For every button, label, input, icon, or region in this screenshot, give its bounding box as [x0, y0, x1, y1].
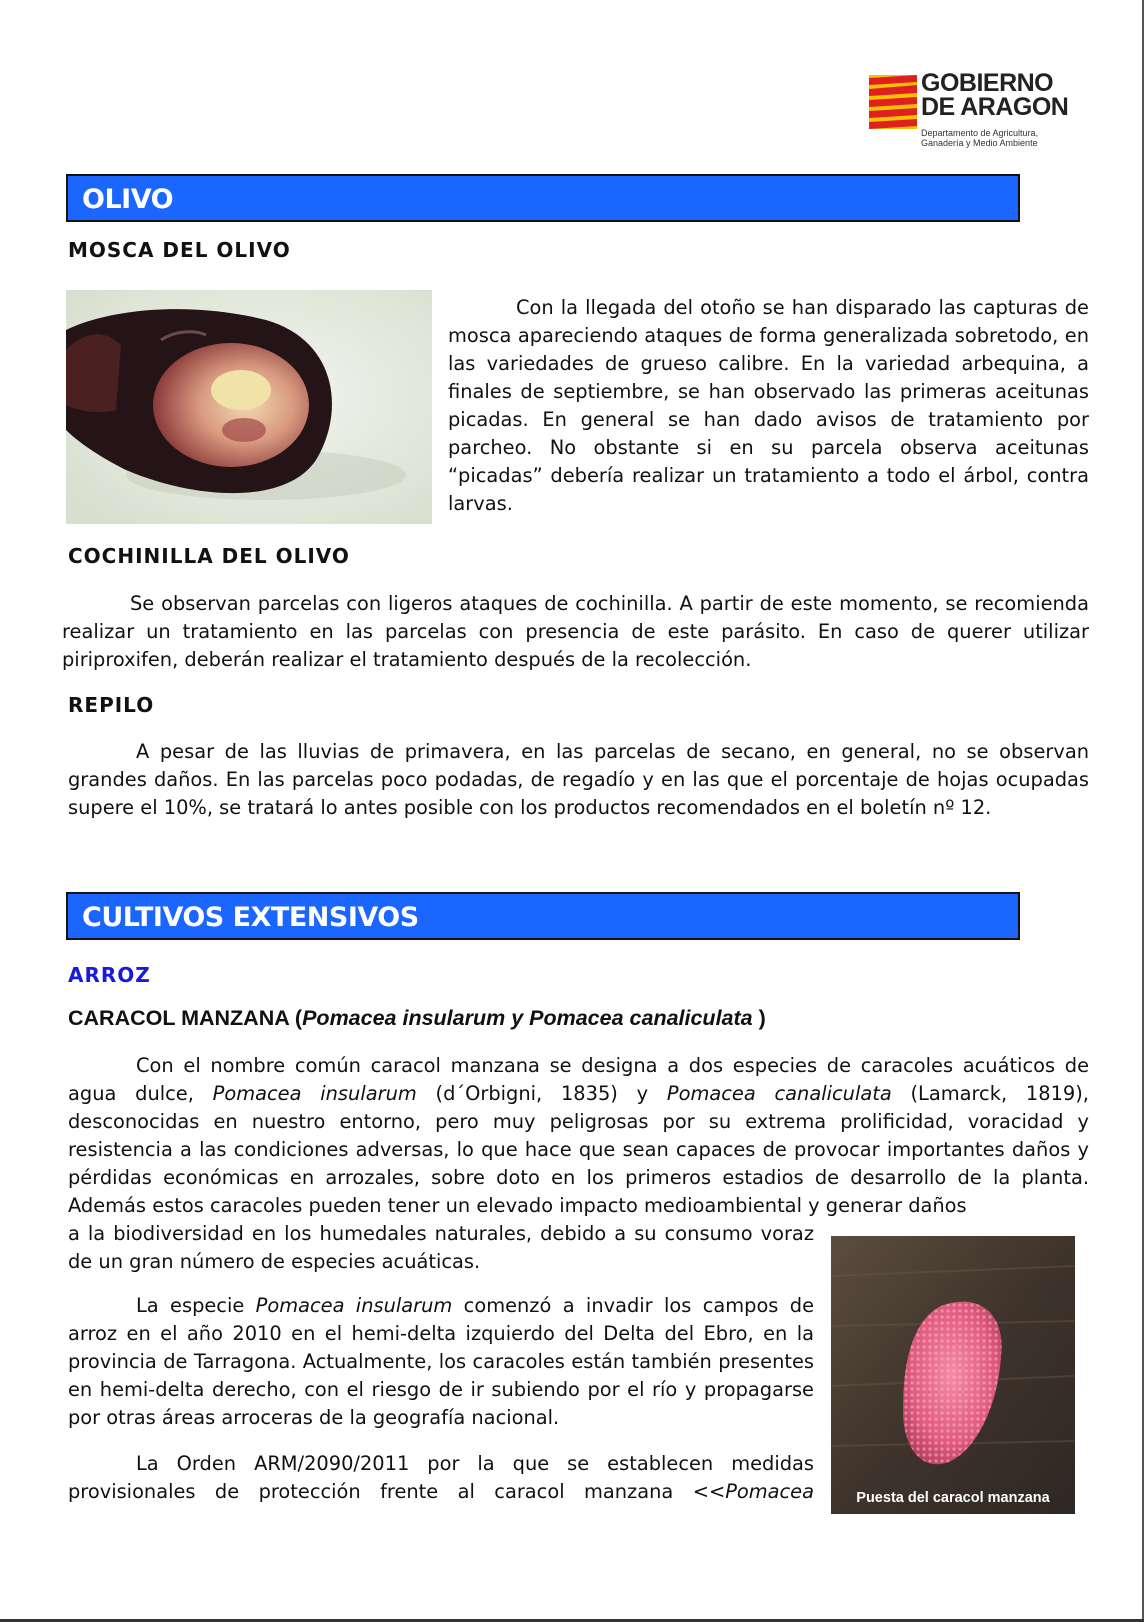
caracol-paragraph-1	[68, 1052, 1089, 1220]
heading-repilo: REPILO	[68, 693, 155, 717]
olive-fly-damage-photo	[66, 290, 432, 524]
text-run: (Lamarck, 1819), desconocidas en nuestro entorno, pero muy peligrosas por su extrema prolificidad, voracidad y resistencia a las condiciones adversas, lo que hace que sean capaces de provocar importantes daños y pérdidas económicas en arrozales, sobre doto en los primeros estadios de desarrollo de la planta. Además estos caracoles pueden tener un elevado impacto medioambiental y generar daños	[68, 1082, 1089, 1217]
cochinilla-paragraph: Se observan parcelas con ligeros ataques de cochinilla. A partir de este momento, se recomienda realizar un tratamiento en las parcelas con presencia de este parásito. En caso de querer utilizar piriproxifen, deberán realizar el tratamiento después de la recolección.	[62, 592, 1089, 671]
heading-caracol-suffix: )	[752, 1006, 766, 1030]
logo-subtitle-line2: Ganadería y Medio Ambiente	[921, 138, 1038, 148]
heading-mosca-del-olivo: MOSCA DEL OLIVO	[68, 238, 291, 262]
photo-caption: Puesta del caracol manzana	[856, 1490, 1050, 1506]
logo-subtitle-line1: Departamento de Agricultura,	[921, 128, 1039, 138]
caracol-paragraph-2	[68, 1292, 814, 1432]
species-name: Pomacea insularum	[255, 1294, 453, 1317]
section-banner-cultivos-extensivos	[66, 892, 1020, 940]
heading-caracol-manzana	[68, 1006, 766, 1031]
snail-eggs-image	[831, 1236, 1075, 1514]
olive-image	[66, 290, 432, 524]
gobierno-aragon-logo	[866, 70, 1086, 154]
caracol-paragraph-3	[68, 1450, 814, 1506]
text-run: comenzó a invadir los campos de arroz en el año 2010 en el hemi-delta izquierdo del Delta del Ebro, en la provincia de Tarragona. Actualmente, los caracoles están también presentes en hemi-delta derecho, con el riesgo de ir subiendo por el río y propagarse por otras áreas arroceras de la geografía nacional.	[68, 1294, 814, 1429]
caracol-paragraph-1-continued: a la biodiversidad en los humedales naturales, debido a su consumo voraz de un gran número de especies acuáticas.	[68, 1222, 814, 1273]
text-run: La especie	[136, 1294, 256, 1317]
species-name: Pomacea canaliculata	[666, 1082, 892, 1105]
heading-caracol-species: Pomacea insularum y Pomacea canaliculata	[302, 1006, 753, 1030]
heading-arroz: ARROZ	[68, 963, 151, 987]
logo-subtitle	[921, 128, 1091, 148]
text-run: La Orden ARM/2090/2011 por la que se establecen medidas provisionales de protección frente al caracol manzana <<	[68, 1452, 814, 1503]
section-title: CULTIVOS EXTENSIVOS	[82, 902, 419, 933]
logo-title-line1: GOBIERNO	[921, 69, 1054, 97]
apple-snail-eggs-photo	[831, 1236, 1075, 1514]
aragon-flag-icon	[869, 75, 917, 129]
mosca-paragraph: Con la llegada del otoño se han disparado las capturas de mosca apareciendo ataques de forma generalizada sobretodo, en las variedades de grueso calibre. En la variedad arbequina, a finales de septiembre, se han observado las primeras aceitunas picadas. En general se han dado avisos de tratamiento por parcheo. No obstante si en su parcela observa aceitunas “picadas” debería realizar un tratamiento a todo el árbol, contra larvas.	[448, 296, 1089, 515]
section-title: OLIVO	[82, 184, 174, 215]
text-run: (d´Orbigni, 1835) y	[416, 1082, 667, 1105]
species-name: Pomacea insularum	[212, 1082, 417, 1105]
heading-cochinilla-del-olivo: COCHINILLA DEL OLIVO	[68, 544, 350, 568]
repilo-paragraph: A pesar de las lluvias de primavera, en las parcelas de secano, en general, no se observan grandes daños. En las parcelas poco podadas, de regadío y en las que el porcentaje de hojas ocupadas supere el 10%, se tratará lo antes posible con los productos recomendados en el boletín nº 12.	[68, 740, 1089, 819]
section-banner-olivo	[66, 174, 1020, 222]
species-name: Pomacea	[725, 1480, 814, 1503]
text-run: Con el nombre común caracol manzana se designa a dos especies de caracoles acuáticos de agua dulce,	[68, 1054, 1089, 1105]
logo-title-line2: DE ARAGON	[921, 93, 1069, 121]
heading-caracol-prefix: CARACOL MANZANA (	[68, 1006, 303, 1030]
